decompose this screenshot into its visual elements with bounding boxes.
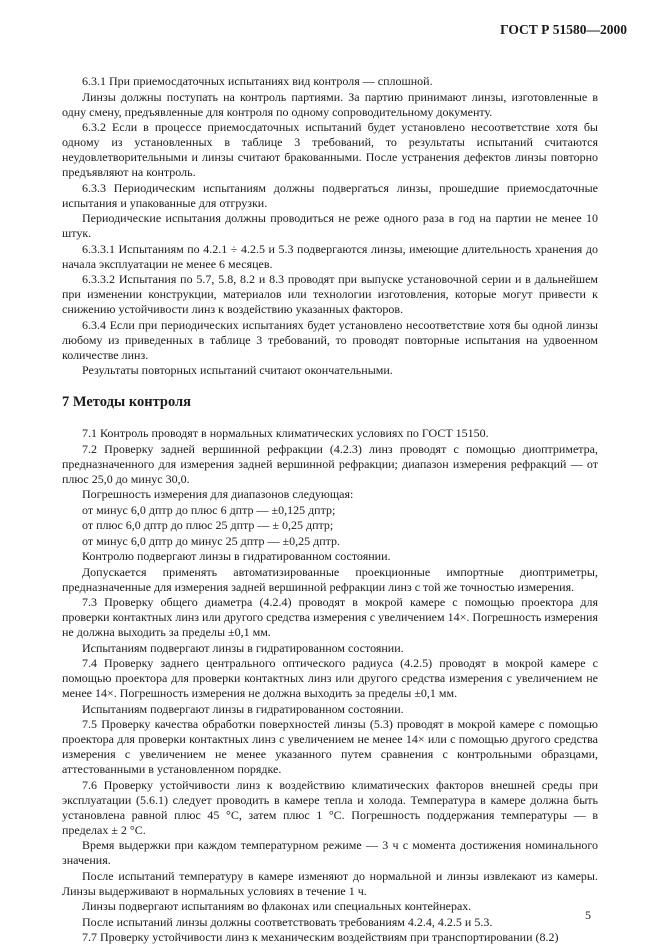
page-number: 5 <box>585 908 591 922</box>
paragraph-7-1: 7.1 Контроль проводят в нормальных климатических условиях по ГОСТ 15150. <box>82 426 489 440</box>
range-item: от плюс 6,0 дптр до плюс 25 дптр — ± 0,25 дптр; <box>82 518 334 532</box>
section-heading: 7 Методы контроля <box>62 394 192 410</box>
paragraph: Линзы должны поступать на контроль партиями. За партию принимают линзы, изготовленные в одну смену, предъявленные для контроля по одному сопроводительному документу. <box>62 89 598 119</box>
paragraph: После испытаний температуру в камере изменяют до нормальной и линзы извлекают из камеры. Линзы выдерживают в нормальных условиях в течение 1 ч. <box>62 868 598 898</box>
paragraph-7-3: 7.3 Проверку общего диаметра (4.2.4) проводят в мокрой камере с помощью проектора для проверки контактных линз или другого средства измерения с увеличением 14×. Погрешность измерения не должна выходить за пределы ±0,1 мм. <box>62 595 598 639</box>
paragraph: Время выдержки при каждом температурном режиме — 3 ч с момента достижения номинального значения. <box>62 838 598 867</box>
paragraph: Испытаниям подвергают линзы в гидратированном состоянии. <box>82 701 404 716</box>
document-header <box>500 22 627 38</box>
paragraph: Периодические испытания должны проводиться не реже одного раза в год на партии не менее 10 штук. <box>62 211 598 240</box>
paragraph-7-2: 7.2 Проверку задней вершинной рефракции (4.2.3) линз проводят с помощью диоптриметра, предназначенного для измерения задней вершинной рефракции; диапазон измерения рефракций — от плюс 25,0 до минус 30,0. <box>62 441 598 486</box>
range-item: от минус 6,0 дптр до плюс 6 дптр — ±0,125 дптр; <box>82 502 336 517</box>
paragraph-6-3-3-2: 6.3.3.2 Испытания по 5.7, 5.8, 8.2 и 8.3 проводят при выпуске установочной серии и в дальнейшем при изменении конструкции, материалов или технологии изготовления, которые могут привести к снижению устойчивости линз к воздействию указанных факторов. <box>62 272 598 316</box>
paragraph-7-7: 7.7 Проверку устойчивости линз к механическим воздействиям при транспортировании (8.2) <box>82 930 559 944</box>
paragraph-7-5: 7.5 Проверку качества обработки поверхностей линзы (5.3) проводят в мокрой камере с помощью проектора для проверки контактных линз с увеличением не менее 14× или с помощью другого средства измерения с увеличением не менее указанного путем сравнения с контрольными образцами, аттестованными в установленном порядке. <box>62 717 598 776</box>
paragraph-6-3-3: 6.3.3 Периодическим испытаниям должны подвергаться линзы, прошедшие приемосдаточные испытания и упакованные для отгрузки. <box>62 180 598 210</box>
paragraph-7-6: 7.6 Проверку устойчивости линз к воздействию климатических факторов внешней среды при эксплуатации (5.6.1) следует проводить в камере тепла и холода. Температура в камере должна быть установлена равной плюс 45 °С, затем плюс 1 °С. Погрешность поддержания температуры — в пределах ± 2 °С. <box>62 777 598 837</box>
standard-number: ГОСТ Р 51580—2000 <box>500 22 627 37</box>
paragraph: Испытаниям подвергают линзы в гидратированном состоянии. <box>82 640 404 655</box>
paragraph: После испытаний линзы должны соответствовать требованиям 4.2.4, 4.2.5 и 5.3. <box>82 914 493 929</box>
paragraph-6-3-4: 6.3.4 Если при периодических испытаниях будет установлено несоответствие хотя бы одной линзы любому из приведенных в таблице 3 требований, то проводят повторные испытания на удвоенном количестве линз. <box>62 317 598 362</box>
paragraph-6-3-2: 6.3.2 Если в процессе приемосдаточных испытаний будет установлено несоответствие хотя бы одному из установленных в таблице 3 требований, то результаты испытаний считаются неудовлетворительными и линзы считают бракованными. После устранения дефектов линзы повторно предъявляют на контроль. <box>62 120 598 179</box>
paragraph-6-3-3-1: 6.3.3.1 Испытаниям по 4.2.1 ÷ 4.2.5 и 5.3 подвергаются линзы, имеющие длительность хранения до начала эксплуатации не менее 6 месяцев. <box>62 241 598 271</box>
paragraph: Погрешность измерения для диапазонов следующая: <box>82 487 354 501</box>
document-body <box>62 74 598 946</box>
range-item: от минус 6,0 дптр до минус 25 дптр — ±0,25 дптр. <box>82 533 341 548</box>
paragraph: Линзы подвергают испытаниям во флаконах или специальных контейнерах. <box>82 899 472 913</box>
paragraph-6-3-1: 6.3.1 При приемосдаточных испытаниях вид контроля — сплошной. <box>82 74 433 88</box>
paragraph-7-4: 7.4 Проверку заднего центрального оптического радиуса (4.2.5) проводят в мокрой камере с помощью проектора для проверки контактных линз или другого средства измерения с увеличением не менее 14×. Погрешность измерения не должна выходить за пределы ±0,1 мм. <box>62 656 598 700</box>
paragraph: Допускается применять автоматизированные проекционные импортные диоптриметры, предназначенные для измерения задней вершинной рефракции линз с той же точностью измерения. <box>62 564 598 594</box>
paragraph: Контролю подвергают линзы в гидратированном состоянии. <box>82 549 391 563</box>
paragraph: Результаты повторных испытаний считают окончательными. <box>82 363 393 377</box>
